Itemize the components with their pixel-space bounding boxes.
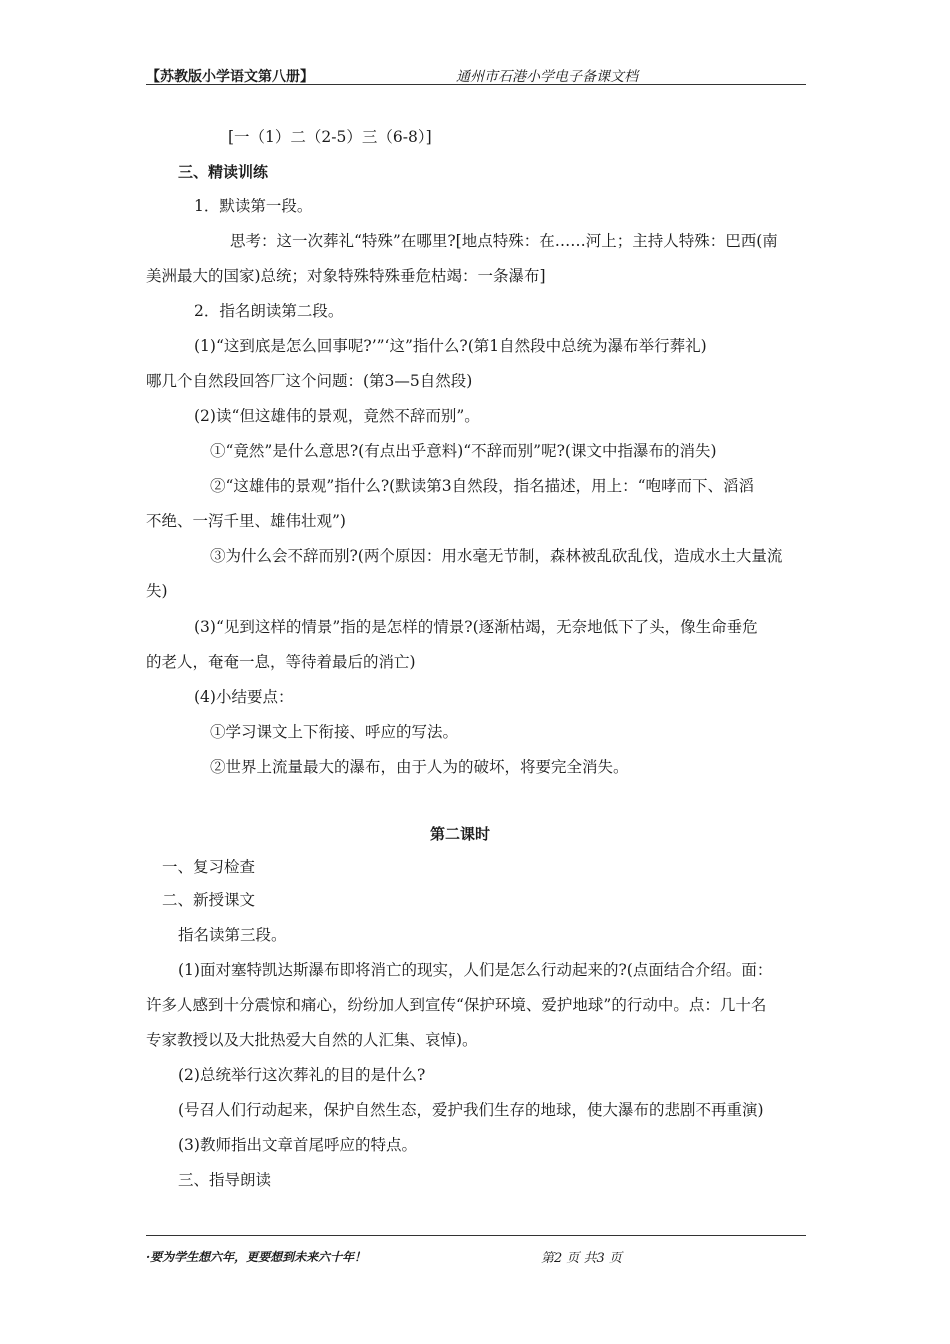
- text-line: (2)读“但这雄伟的景观，竟然不辞而别”。: [194, 407, 480, 425]
- text-line: 思考：这一次葬礼“特殊”在哪里?[地点特殊：在……河上；主持人特殊：巴西(南: [230, 232, 778, 250]
- text-line: 不绝、一泻千里、雄伟壮观”): [146, 512, 346, 530]
- text-line: 美洲最大的国家)总统；对象特殊特殊垂危枯竭：一条瀑布]: [146, 267, 546, 285]
- text-line: ②“这雄伟的景观”指什么?(默读第3自然段，指名描述，用上：“咆哮而下、滔滔: [210, 477, 754, 495]
- text-line: 三、指导朗读: [178, 1171, 272, 1189]
- header-divider: [146, 84, 806, 85]
- text-line: ②世界上流量最大的瀑布，由于人为的破坏，将要完全消失。: [210, 758, 629, 776]
- text-line: 专家教授以及大批热爱大自然的人汇集、哀悼)。: [146, 1031, 478, 1049]
- text-line: (1)“这到底是怎么回事呢?’”‘这”指什么?(第1自然段中总统为瀑布举行葬礼): [194, 337, 707, 355]
- footer-divider: [146, 1235, 806, 1236]
- text-line: 2．指名朗读第二段。: [194, 302, 344, 320]
- text-line: ①“竟然”是什么意思?(有点出乎意料)“不辞而别”呢?(课文中指瀑布的消失): [210, 442, 717, 460]
- text-line: (1)面对塞特凯达斯瀑布即将消亡的现实，人们是怎么行动起来的?(点面结合介绍。面：: [178, 961, 773, 979]
- text-line: ③为什么会不辞而别?(两个原因：用水毫无节制，森林被乱砍乱伐，造成水土大量流: [210, 547, 783, 565]
- text-line: (3)教师指出文章首尾呼应的特点。: [178, 1136, 417, 1154]
- text-line: 失): [146, 582, 168, 600]
- text-line: 的老人，奄奄一息，等待着最后的消亡): [146, 653, 416, 671]
- text-line: 哪几个自然段回答厂这个问题：(第3—5自然段): [146, 372, 473, 390]
- text-line: 许多人感到十分震惊和痛心，纷纷加人到宣传“保护环境、爱护地球”的行动中。点：几十名: [146, 996, 767, 1014]
- header-school-doc: 通州市石港小学电子备课文档: [456, 69, 638, 85]
- text-line: [一（1）二（2-5）三（6-8）]: [228, 128, 432, 146]
- footer-motto: ·要为学生想六年，更要想到未来六十年！: [146, 1250, 367, 1264]
- text-line: (3)“见到这样的情景”指的是怎样的情景?(逐渐枯竭，无奈地低下了头，像生命垂危: [194, 618, 758, 636]
- text-line: 一、复习检查: [162, 858, 256, 876]
- text-line: (4)小结要点：: [194, 688, 294, 706]
- page-number: 第2 页 共3 页: [541, 1251, 622, 1266]
- text-line: ①学习课文上下衔接、呼应的写法。: [210, 723, 459, 741]
- lesson-heading: 第二课时: [430, 825, 491, 843]
- text-line: 1．默读第一段。: [194, 197, 313, 215]
- text-line: (2)总统举行这次葬礼的目的是什么?: [178, 1066, 426, 1084]
- header-book-title: 【苏教版小学语文第八册】: [146, 69, 314, 85]
- text-line: 二、新授课文: [162, 891, 256, 909]
- text-line: 指名读第三段。: [178, 926, 287, 944]
- text-line: (号召人们行动起来，保护自然生态，爱护我们生存的地球，使大瀑布的悲剧不再重演): [178, 1101, 764, 1119]
- section-heading: 三、精读训练: [178, 163, 269, 181]
